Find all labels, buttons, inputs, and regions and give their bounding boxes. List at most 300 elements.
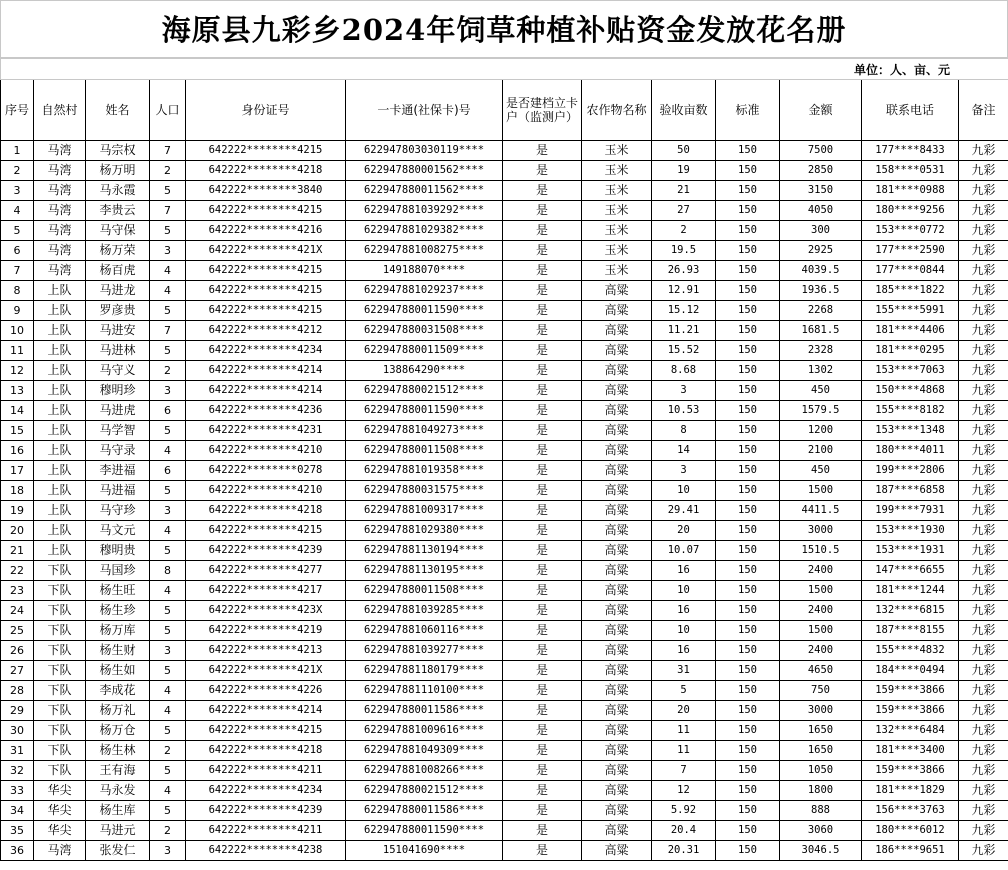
cell-registered: 是 bbox=[503, 821, 582, 841]
cell-amount: 1936.5 bbox=[780, 281, 862, 301]
cell-population: 7 bbox=[150, 201, 186, 221]
cell-registered: 是 bbox=[503, 841, 582, 861]
cell-registered: 是 bbox=[503, 401, 582, 421]
table-row bbox=[1, 701, 1008, 721]
cell-acreage: 10 bbox=[652, 581, 716, 601]
cell-amount: 450 bbox=[780, 381, 862, 401]
cell-phone: 186****9651 bbox=[862, 841, 959, 861]
cell-amount: 2100 bbox=[780, 441, 862, 461]
table-row bbox=[1, 441, 1008, 461]
cell-crop: 高粱 bbox=[582, 501, 652, 521]
cell-id-number: 642222********4218 bbox=[186, 161, 346, 181]
cell-population: 5 bbox=[150, 421, 186, 441]
cell-registered: 是 bbox=[503, 441, 582, 461]
cell-registered: 是 bbox=[503, 801, 582, 821]
cell-village: 马湾 bbox=[34, 261, 86, 281]
cell-population: 5 bbox=[150, 221, 186, 241]
cell-amount: 1200 bbox=[780, 421, 862, 441]
cell-population: 7 bbox=[150, 321, 186, 341]
cell-acreage: 8 bbox=[652, 421, 716, 441]
cell-card-number: 622947881049273**** bbox=[346, 421, 503, 441]
cell-name: 杨生珍 bbox=[86, 601, 150, 621]
cell-acreage: 7 bbox=[652, 761, 716, 781]
cell-amount: 2400 bbox=[780, 601, 862, 621]
cell-amount: 888 bbox=[780, 801, 862, 821]
table-row bbox=[1, 521, 1008, 541]
cell-name: 马文元 bbox=[86, 521, 150, 541]
cell-acreage: 21 bbox=[652, 181, 716, 201]
cell-remark: 九彩 bbox=[959, 241, 1008, 261]
cell-acreage: 20.4 bbox=[652, 821, 716, 841]
cell-population: 4 bbox=[150, 701, 186, 721]
table-row bbox=[1, 401, 1008, 421]
cell-seq: 15 bbox=[1, 421, 34, 441]
cell-phone: 181****1829 bbox=[862, 781, 959, 801]
cell-remark: 九彩 bbox=[959, 701, 1008, 721]
cell-registered: 是 bbox=[503, 221, 582, 241]
cell-crop: 玉米 bbox=[582, 241, 652, 261]
cell-phone: 199****7931 bbox=[862, 501, 959, 521]
cell-amount: 1050 bbox=[780, 761, 862, 781]
cell-id-number: 642222********4277 bbox=[186, 561, 346, 581]
table-row bbox=[1, 341, 1008, 361]
cell-id-number: 642222********4216 bbox=[186, 221, 346, 241]
cell-village: 下队 bbox=[34, 741, 86, 761]
cell-remark: 九彩 bbox=[959, 381, 1008, 401]
cell-registered: 是 bbox=[503, 501, 582, 521]
cell-phone: 156****3763 bbox=[862, 801, 959, 821]
cell-acreage: 19 bbox=[652, 161, 716, 181]
cell-name: 穆明珍 bbox=[86, 381, 150, 401]
cell-phone: 181****0988 bbox=[862, 181, 959, 201]
cell-registered: 是 bbox=[503, 241, 582, 261]
header-crop: 农作物名称 bbox=[582, 80, 652, 141]
cell-population: 4 bbox=[150, 781, 186, 801]
unit-row bbox=[1, 59, 1008, 80]
cell-seq: 8 bbox=[1, 281, 34, 301]
cell-acreage: 16 bbox=[652, 561, 716, 581]
cell-registered: 是 bbox=[503, 161, 582, 181]
cell-village: 上队 bbox=[34, 321, 86, 341]
cell-registered: 是 bbox=[503, 681, 582, 701]
cell-name: 马学智 bbox=[86, 421, 150, 441]
cell-crop: 高粱 bbox=[582, 601, 652, 621]
cell-population: 5 bbox=[150, 541, 186, 561]
roster-table bbox=[0, 58, 1008, 861]
cell-crop: 高粱 bbox=[582, 641, 652, 661]
cell-population: 2 bbox=[150, 361, 186, 381]
cell-crop: 高粱 bbox=[582, 441, 652, 461]
cell-card-number: 138864290**** bbox=[346, 361, 503, 381]
cell-name: 马进林 bbox=[86, 341, 150, 361]
cell-card-number: 622947881039292**** bbox=[346, 201, 503, 221]
cell-village: 上队 bbox=[34, 481, 86, 501]
cell-standard: 150 bbox=[716, 741, 780, 761]
cell-remark: 九彩 bbox=[959, 281, 1008, 301]
header-id-number: 身份证号 bbox=[186, 80, 346, 141]
cell-standard: 150 bbox=[716, 761, 780, 781]
cell-village: 下队 bbox=[34, 621, 86, 641]
cell-acreage: 19.5 bbox=[652, 241, 716, 261]
cell-village: 下队 bbox=[34, 721, 86, 741]
cell-amount: 3150 bbox=[780, 181, 862, 201]
cell-amount: 2925 bbox=[780, 241, 862, 261]
cell-crop: 高粱 bbox=[582, 701, 652, 721]
cell-registered: 是 bbox=[503, 541, 582, 561]
cell-crop: 高粱 bbox=[582, 761, 652, 781]
unit-label: 单位：人、亩、元 bbox=[1, 59, 1008, 80]
cell-name: 李进福 bbox=[86, 461, 150, 481]
cell-population: 3 bbox=[150, 501, 186, 521]
cell-id-number: 642222********4217 bbox=[186, 581, 346, 601]
cell-registered: 是 bbox=[503, 761, 582, 781]
cell-population: 5 bbox=[150, 481, 186, 501]
cell-standard: 150 bbox=[716, 641, 780, 661]
cell-name: 杨百虎 bbox=[86, 261, 150, 281]
cell-seq: 22 bbox=[1, 561, 34, 581]
cell-remark: 九彩 bbox=[959, 521, 1008, 541]
cell-remark: 九彩 bbox=[959, 461, 1008, 481]
cell-name: 马宗权 bbox=[86, 141, 150, 161]
cell-village: 上队 bbox=[34, 281, 86, 301]
cell-standard: 150 bbox=[716, 461, 780, 481]
cell-standard: 150 bbox=[716, 781, 780, 801]
cell-remark: 九彩 bbox=[959, 821, 1008, 841]
cell-village: 下队 bbox=[34, 561, 86, 581]
cell-remark: 九彩 bbox=[959, 481, 1008, 501]
cell-amount: 2268 bbox=[780, 301, 862, 321]
cell-card-number: 151041690**** bbox=[346, 841, 503, 861]
cell-acreage: 11 bbox=[652, 721, 716, 741]
cell-acreage: 11 bbox=[652, 741, 716, 761]
cell-population: 3 bbox=[150, 381, 186, 401]
cell-registered: 是 bbox=[503, 381, 582, 401]
cell-remark: 九彩 bbox=[959, 801, 1008, 821]
cell-remark: 九彩 bbox=[959, 841, 1008, 861]
cell-standard: 150 bbox=[716, 141, 780, 161]
cell-phone: 153****1931 bbox=[862, 541, 959, 561]
cell-id-number: 642222********4219 bbox=[186, 621, 346, 641]
cell-population: 2 bbox=[150, 821, 186, 841]
cell-standard: 150 bbox=[716, 361, 780, 381]
cell-amount: 4411.5 bbox=[780, 501, 862, 521]
cell-amount: 3000 bbox=[780, 521, 862, 541]
cell-standard: 150 bbox=[716, 701, 780, 721]
cell-amount: 1510.5 bbox=[780, 541, 862, 561]
cell-id-number: 642222********4218 bbox=[186, 501, 346, 521]
cell-standard: 150 bbox=[716, 161, 780, 181]
cell-seq: 24 bbox=[1, 601, 34, 621]
cell-village: 马湾 bbox=[34, 241, 86, 261]
table-row bbox=[1, 841, 1008, 861]
cell-phone: 153****7063 bbox=[862, 361, 959, 381]
cell-id-number: 642222********4236 bbox=[186, 401, 346, 421]
cell-village: 马湾 bbox=[34, 221, 86, 241]
cell-id-number: 642222********4215 bbox=[186, 301, 346, 321]
cell-name: 杨万明 bbox=[86, 161, 150, 181]
table-row bbox=[1, 281, 1008, 301]
cell-standard: 150 bbox=[716, 401, 780, 421]
cell-crop: 玉米 bbox=[582, 261, 652, 281]
cell-standard: 150 bbox=[716, 201, 780, 221]
cell-id-number: 642222********4218 bbox=[186, 741, 346, 761]
cell-seq: 18 bbox=[1, 481, 34, 501]
table-row bbox=[1, 581, 1008, 601]
cell-village: 上队 bbox=[34, 461, 86, 481]
cell-remark: 九彩 bbox=[959, 501, 1008, 521]
cell-village: 下队 bbox=[34, 701, 86, 721]
cell-remark: 九彩 bbox=[959, 261, 1008, 281]
cell-card-number: 622947881029237**** bbox=[346, 281, 503, 301]
cell-village: 上队 bbox=[34, 361, 86, 381]
table-row bbox=[1, 821, 1008, 841]
cell-village: 下队 bbox=[34, 661, 86, 681]
cell-crop: 高粱 bbox=[582, 841, 652, 861]
cell-crop: 高粱 bbox=[582, 821, 652, 841]
cell-village: 下队 bbox=[34, 641, 86, 661]
cell-registered: 是 bbox=[503, 421, 582, 441]
cell-phone: 180****6012 bbox=[862, 821, 959, 841]
cell-standard: 150 bbox=[716, 281, 780, 301]
cell-crop: 高粱 bbox=[582, 341, 652, 361]
cell-population: 4 bbox=[150, 281, 186, 301]
cell-acreage: 11.21 bbox=[652, 321, 716, 341]
cell-acreage: 10.53 bbox=[652, 401, 716, 421]
cell-population: 4 bbox=[150, 581, 186, 601]
cell-village: 上队 bbox=[34, 541, 86, 561]
cell-phone: 181****4406 bbox=[862, 321, 959, 341]
cell-crop: 玉米 bbox=[582, 181, 652, 201]
cell-acreage: 26.93 bbox=[652, 261, 716, 281]
cell-acreage: 14 bbox=[652, 441, 716, 461]
cell-remark: 九彩 bbox=[959, 361, 1008, 381]
cell-remark: 九彩 bbox=[959, 621, 1008, 641]
cell-standard: 150 bbox=[716, 841, 780, 861]
cell-population: 5 bbox=[150, 341, 186, 361]
cell-name: 杨万仓 bbox=[86, 721, 150, 741]
cell-seq: 4 bbox=[1, 201, 34, 221]
cell-standard: 150 bbox=[716, 601, 780, 621]
cell-seq: 30 bbox=[1, 721, 34, 741]
cell-id-number: 642222********4238 bbox=[186, 841, 346, 861]
cell-card-number: 622947881009317**** bbox=[346, 501, 503, 521]
cell-phone: 177****8433 bbox=[862, 141, 959, 161]
cell-acreage: 10 bbox=[652, 481, 716, 501]
cell-card-number: 622947881029382**** bbox=[346, 221, 503, 241]
cell-population: 3 bbox=[150, 241, 186, 261]
table-row bbox=[1, 201, 1008, 221]
table-row bbox=[1, 781, 1008, 801]
cell-seq: 34 bbox=[1, 801, 34, 821]
header-seq: 序号 bbox=[1, 80, 34, 141]
cell-phone: 153****1930 bbox=[862, 521, 959, 541]
cell-card-number: 622947881009616**** bbox=[346, 721, 503, 741]
cell-standard: 150 bbox=[716, 661, 780, 681]
table-row bbox=[1, 681, 1008, 701]
cell-village: 华尖 bbox=[34, 801, 86, 821]
cell-card-number: 622947880031508**** bbox=[346, 321, 503, 341]
header-name: 姓名 bbox=[86, 80, 150, 141]
cell-acreage: 8.68 bbox=[652, 361, 716, 381]
cell-village: 下队 bbox=[34, 601, 86, 621]
table-row bbox=[1, 461, 1008, 481]
cell-crop: 高粱 bbox=[582, 661, 652, 681]
cell-seq: 32 bbox=[1, 761, 34, 781]
cell-seq: 36 bbox=[1, 841, 34, 861]
cell-acreage: 15.12 bbox=[652, 301, 716, 321]
cell-standard: 150 bbox=[716, 581, 780, 601]
cell-name: 马进安 bbox=[86, 321, 150, 341]
cell-phone: 159****3866 bbox=[862, 701, 959, 721]
cell-amount: 1500 bbox=[780, 621, 862, 641]
cell-standard: 150 bbox=[716, 501, 780, 521]
cell-card-number: 622947880011508**** bbox=[346, 581, 503, 601]
cell-registered: 是 bbox=[503, 461, 582, 481]
cell-card-number: 622947881008275**** bbox=[346, 241, 503, 261]
cell-card-number: 622947881049309**** bbox=[346, 741, 503, 761]
cell-phone: 184****0494 bbox=[862, 661, 959, 681]
cell-registered: 是 bbox=[503, 721, 582, 741]
cell-card-number: 622947880011509**** bbox=[346, 341, 503, 361]
cell-village: 上队 bbox=[34, 521, 86, 541]
cell-crop: 玉米 bbox=[582, 221, 652, 241]
cell-phone: 150****4868 bbox=[862, 381, 959, 401]
cell-phone: 187****8155 bbox=[862, 621, 959, 641]
header-acreage: 验收亩数 bbox=[652, 80, 716, 141]
cell-village: 马湾 bbox=[34, 201, 86, 221]
cell-population: 5 bbox=[150, 601, 186, 621]
cell-standard: 150 bbox=[716, 801, 780, 821]
cell-crop: 高粱 bbox=[582, 561, 652, 581]
cell-remark: 九彩 bbox=[959, 601, 1008, 621]
cell-registered: 是 bbox=[503, 341, 582, 361]
cell-name: 马守珍 bbox=[86, 501, 150, 521]
table-row bbox=[1, 721, 1008, 741]
cell-remark: 九彩 bbox=[959, 221, 1008, 241]
cell-phone: 181****1244 bbox=[862, 581, 959, 601]
cell-name: 罗彦贵 bbox=[86, 301, 150, 321]
table-row bbox=[1, 661, 1008, 681]
cell-village: 上队 bbox=[34, 301, 86, 321]
cell-card-number: 622947803030119**** bbox=[346, 141, 503, 161]
table-row bbox=[1, 561, 1008, 581]
cell-population: 4 bbox=[150, 681, 186, 701]
cell-name: 李成花 bbox=[86, 681, 150, 701]
cell-card-number: 622947880011590**** bbox=[346, 401, 503, 421]
cell-seq: 35 bbox=[1, 821, 34, 841]
cell-id-number: 642222********4214 bbox=[186, 701, 346, 721]
cell-standard: 150 bbox=[716, 441, 780, 461]
cell-remark: 九彩 bbox=[959, 321, 1008, 341]
cell-amount: 2850 bbox=[780, 161, 862, 181]
cell-phone: 155****5991 bbox=[862, 301, 959, 321]
cell-card-number: 622947881060116**** bbox=[346, 621, 503, 641]
cell-population: 6 bbox=[150, 401, 186, 421]
cell-registered: 是 bbox=[503, 641, 582, 661]
cell-seq: 3 bbox=[1, 181, 34, 201]
cell-acreage: 50 bbox=[652, 141, 716, 161]
cell-crop: 高粱 bbox=[582, 321, 652, 341]
cell-registered: 是 bbox=[503, 301, 582, 321]
cell-registered: 是 bbox=[503, 141, 582, 161]
cell-population: 5 bbox=[150, 761, 186, 781]
cell-phone: 155****4832 bbox=[862, 641, 959, 661]
cell-name: 张发仁 bbox=[86, 841, 150, 861]
cell-seq: 23 bbox=[1, 581, 34, 601]
cell-name: 马进龙 bbox=[86, 281, 150, 301]
cell-amount: 2400 bbox=[780, 641, 862, 661]
cell-id-number: 642222********4239 bbox=[186, 541, 346, 561]
cell-card-number: 622947880001562**** bbox=[346, 161, 503, 181]
table-row bbox=[1, 501, 1008, 521]
cell-remark: 九彩 bbox=[959, 681, 1008, 701]
cell-crop: 高粱 bbox=[582, 421, 652, 441]
cell-crop: 高粱 bbox=[582, 741, 652, 761]
cell-acreage: 2 bbox=[652, 221, 716, 241]
cell-acreage: 20.31 bbox=[652, 841, 716, 861]
table-row bbox=[1, 601, 1008, 621]
cell-amount: 450 bbox=[780, 461, 862, 481]
header-village: 自然村 bbox=[34, 80, 86, 141]
cell-population: 4 bbox=[150, 261, 186, 281]
cell-village: 华尖 bbox=[34, 781, 86, 801]
cell-crop: 高粱 bbox=[582, 781, 652, 801]
cell-crop: 高粱 bbox=[582, 361, 652, 381]
cell-name: 马进元 bbox=[86, 821, 150, 841]
cell-registered: 是 bbox=[503, 181, 582, 201]
cell-phone: 153****1348 bbox=[862, 421, 959, 441]
table-row bbox=[1, 481, 1008, 501]
cell-phone: 132****6484 bbox=[862, 721, 959, 741]
cell-card-number: 622947880011586**** bbox=[346, 701, 503, 721]
cell-name: 杨生林 bbox=[86, 741, 150, 761]
cell-amount: 3000 bbox=[780, 701, 862, 721]
cell-amount: 1800 bbox=[780, 781, 862, 801]
table-row bbox=[1, 241, 1008, 261]
cell-population: 3 bbox=[150, 841, 186, 861]
cell-acreage: 16 bbox=[652, 641, 716, 661]
cell-card-number: 622947881008266**** bbox=[346, 761, 503, 781]
cell-village: 上队 bbox=[34, 381, 86, 401]
table-row bbox=[1, 381, 1008, 401]
table-row bbox=[1, 641, 1008, 661]
cell-id-number: 642222********4210 bbox=[186, 481, 346, 501]
cell-seq: 31 bbox=[1, 741, 34, 761]
cell-phone: 199****2806 bbox=[862, 461, 959, 481]
cell-seq: 33 bbox=[1, 781, 34, 801]
cell-phone: 180****9256 bbox=[862, 201, 959, 221]
cell-phone: 159****3866 bbox=[862, 761, 959, 781]
table-row bbox=[1, 541, 1008, 561]
cell-seq: 29 bbox=[1, 701, 34, 721]
cell-registered: 是 bbox=[503, 321, 582, 341]
cell-amount: 1650 bbox=[780, 741, 862, 761]
cell-id-number: 642222********4234 bbox=[186, 341, 346, 361]
cell-acreage: 27 bbox=[652, 201, 716, 221]
cell-village: 上队 bbox=[34, 441, 86, 461]
cell-acreage: 5 bbox=[652, 681, 716, 701]
cell-acreage: 20 bbox=[652, 521, 716, 541]
cell-population: 7 bbox=[150, 141, 186, 161]
cell-remark: 九彩 bbox=[959, 181, 1008, 201]
cell-standard: 150 bbox=[716, 181, 780, 201]
cell-amount: 2328 bbox=[780, 341, 862, 361]
cell-seq: 6 bbox=[1, 241, 34, 261]
cell-phone: 180****4011 bbox=[862, 441, 959, 461]
cell-standard: 150 bbox=[716, 241, 780, 261]
cell-id-number: 642222********4211 bbox=[186, 821, 346, 841]
cell-card-number: 622947881029380**** bbox=[346, 521, 503, 541]
